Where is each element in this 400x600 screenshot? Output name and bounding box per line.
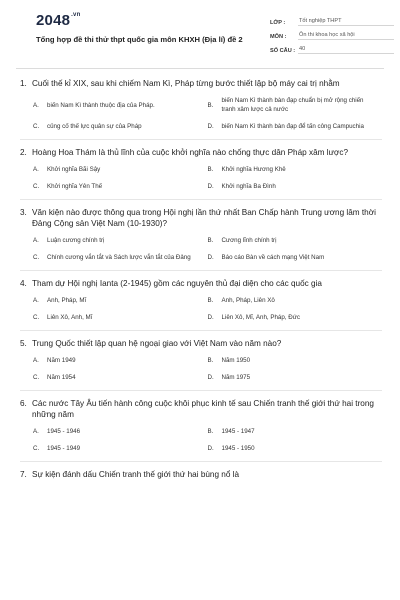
question-stem — [20, 147, 382, 158]
option-text: Năm 1975 — [221, 374, 251, 381]
question-item — [20, 207, 382, 262]
question-stem — [20, 78, 382, 89]
answer-option[interactable] — [33, 182, 208, 191]
option-text: Khởi nghĩa Bãi Sậy — [47, 166, 101, 173]
option-key: D. — [207, 123, 214, 130]
option-text: 1945 - 1947 — [221, 428, 255, 435]
question-item — [20, 278, 382, 322]
option-key: B. — [207, 428, 214, 435]
option-text: Anh, Pháp, Mĩ — [47, 297, 87, 304]
option-key: C. — [33, 445, 40, 452]
option-text: Liên Xô, Anh, Mĩ — [47, 314, 93, 321]
document-title: Tổng hợp đề thi thử thpt quốc gia môn KHXH (Địa lí) đề 2 — [36, 35, 243, 44]
option-text: Năm 1949 — [47, 357, 76, 364]
option-text: 1945 - 1946 — [47, 428, 81, 435]
question-number: 7. — [20, 470, 27, 479]
option-key: C. — [33, 254, 40, 261]
answer-option[interactable] — [33, 356, 208, 365]
option-text: 1945 - 1950 — [221, 445, 255, 452]
question-text: Cuối thế kỉ XIX, sau khi chiếm Nam Kì, Pháp từng bước thiết lập bộ máy cai trị nhằm — [32, 79, 340, 88]
option-key: A. — [33, 237, 39, 244]
option-text: Năm 1954 — [47, 374, 76, 381]
option-text: Luận cương chính trị — [47, 237, 105, 244]
option-key: B. — [207, 101, 214, 109]
answer-option[interactable] — [33, 296, 208, 305]
answer-option[interactable] — [208, 296, 383, 305]
question-list — [20, 78, 382, 487]
meta-value: Tốt nghiệp THPT — [298, 18, 394, 26]
answer-option[interactable] — [208, 165, 383, 174]
answer-option[interactable] — [208, 313, 383, 322]
answer-option[interactable] — [33, 313, 208, 322]
option-key: A. — [33, 428, 39, 435]
question-stem — [20, 338, 382, 349]
question-divider — [20, 461, 382, 462]
question-divider — [20, 330, 382, 331]
answer-option[interactable] — [33, 373, 208, 382]
question-number: 6. — [20, 399, 27, 408]
option-text: củng cố thế lực quân sự của Pháp — [47, 123, 142, 130]
question-item — [20, 147, 382, 191]
option-key: B. — [207, 237, 214, 244]
meta-label: LỚP : — [270, 20, 286, 26]
question-divider — [20, 139, 382, 140]
answer-option[interactable] — [208, 253, 383, 262]
option-key: D. — [207, 445, 214, 452]
option-key: C. — [33, 314, 40, 321]
answer-option[interactable] — [208, 444, 383, 453]
question-text: Văn kiện nào được thông qua trong Hội nghị lần thứ nhất Ban Chấp hành Trung ương lâm thời Đảng Cộng sản Việt Nam (10-1930)? — [32, 208, 376, 228]
question-item — [20, 338, 382, 382]
answer-option[interactable] — [208, 182, 383, 191]
answer-option[interactable] — [208, 122, 383, 131]
question-number: 4. — [20, 279, 27, 288]
question-number: 5. — [20, 339, 27, 348]
answer-option[interactable] — [33, 253, 208, 262]
question-item — [20, 469, 382, 480]
option-key: A. — [33, 297, 39, 304]
question-stem — [20, 278, 382, 289]
option-key: A. — [33, 101, 39, 109]
option-text: Năm 1950 — [221, 357, 251, 364]
option-key: B. — [207, 297, 214, 304]
answer-option[interactable] — [208, 356, 383, 365]
answer-options — [20, 427, 382, 453]
question-item — [20, 78, 382, 131]
option-text: Liên Xô, Mĩ, Anh, Pháp, Đức — [221, 314, 300, 321]
answer-option[interactable] — [208, 427, 383, 436]
option-text: biến Nam Kì thành thuộc địa của Pháp. — [47, 101, 155, 109]
answer-option[interactable] — [208, 236, 383, 245]
logo-suffix: .vn — [71, 12, 81, 18]
meta-value: Ôn thi khoa học xã hội — [298, 32, 394, 40]
option-key: C. — [33, 183, 40, 190]
exam-header — [16, 0, 384, 70]
option-text: Cương lĩnh chính trị — [221, 237, 277, 244]
question-stem — [20, 207, 382, 229]
question-divider — [20, 199, 382, 200]
question-number: 2. — [20, 148, 27, 157]
meta-value: 40 — [298, 46, 394, 54]
meta-label: MÔN : — [270, 34, 287, 40]
option-text: Báo cáo Bàn về cách mạng Việt Nam — [221, 254, 325, 261]
option-text: biến Nam Kì thành bàn đạp chuẩn bị mở rộng chiến tranh xâm lược cả nước — [221, 97, 364, 113]
option-key: D. — [207, 314, 214, 321]
answer-option[interactable] — [33, 165, 208, 174]
meta-row-class — [270, 12, 394, 26]
question-text: Các nước Tây Âu tiến hành công cuộc khôi phục kinh tế sau Chiến tranh thế giới thứ hai trong những năm — [32, 399, 374, 419]
meta-row-subject — [270, 26, 394, 40]
answer-option[interactable] — [208, 373, 383, 382]
question-divider — [20, 390, 382, 391]
question-divider — [20, 270, 382, 271]
question-number: 1. — [20, 79, 27, 88]
option-text: Khởi nghĩa Ba Đình — [221, 183, 276, 190]
meta-row-count — [270, 40, 394, 54]
answer-options — [20, 165, 382, 191]
option-key: A. — [33, 166, 39, 173]
question-stem — [20, 469, 382, 480]
option-key: D. — [207, 183, 214, 190]
option-text: Anh, Pháp, Liên Xô — [221, 297, 275, 304]
question-text: Hoàng Hoa Thám là thủ lĩnh của cuộc khởi nghĩa nào chống thực dân Pháp xâm lược? — [32, 148, 349, 157]
option-key: B. — [207, 166, 214, 173]
question-text: Tham dự Hội nghị Ianta (2-1945) gồm các nguyên thủ đại diện cho các quốc gia — [32, 279, 322, 288]
answer-option[interactable] — [33, 122, 208, 131]
option-key: A. — [33, 357, 39, 364]
meta-label: SỐ CÂU : — [270, 48, 296, 54]
site-logo[interactable] — [36, 12, 80, 29]
answer-option[interactable] — [33, 427, 208, 436]
logo-main: 2048 — [36, 12, 71, 29]
answer-option[interactable] — [33, 444, 208, 453]
question-text: Sự kiện đánh dấu Chiến tranh thế giới thứ hai bùng nổ là — [32, 470, 240, 479]
answer-option[interactable] — [208, 96, 383, 114]
answer-option[interactable] — [33, 236, 208, 245]
option-key: D. — [207, 254, 214, 261]
option-text: Khởi nghĩa Hương Khê — [221, 166, 286, 173]
option-key: C. — [33, 374, 40, 381]
question-text: Trung Quốc thiết lập quan hệ ngoại giao với Việt Nam vào năm nào? — [32, 339, 282, 348]
option-text: biến Nam Kì thành bàn đạp để tấn công Campuchia — [221, 123, 364, 130]
option-key: C. — [33, 123, 40, 130]
header-divider — [16, 68, 384, 69]
option-key: B. — [207, 357, 214, 364]
answer-options — [20, 296, 382, 322]
answer-option[interactable] — [33, 96, 208, 114]
question-number: 3. — [20, 208, 27, 217]
answer-options — [20, 236, 382, 262]
option-key: D. — [207, 374, 214, 381]
option-text: Khởi nghĩa Yên Thế — [47, 183, 103, 190]
exam-meta — [270, 12, 394, 54]
answer-options — [20, 356, 382, 382]
question-item — [20, 398, 382, 453]
answer-options — [20, 96, 382, 131]
question-stem — [20, 398, 382, 420]
option-text: Chính cương vắn tắt và Sách lược vắn tắt của Đảng — [47, 254, 191, 261]
option-text: 1945 - 1949 — [47, 445, 81, 452]
